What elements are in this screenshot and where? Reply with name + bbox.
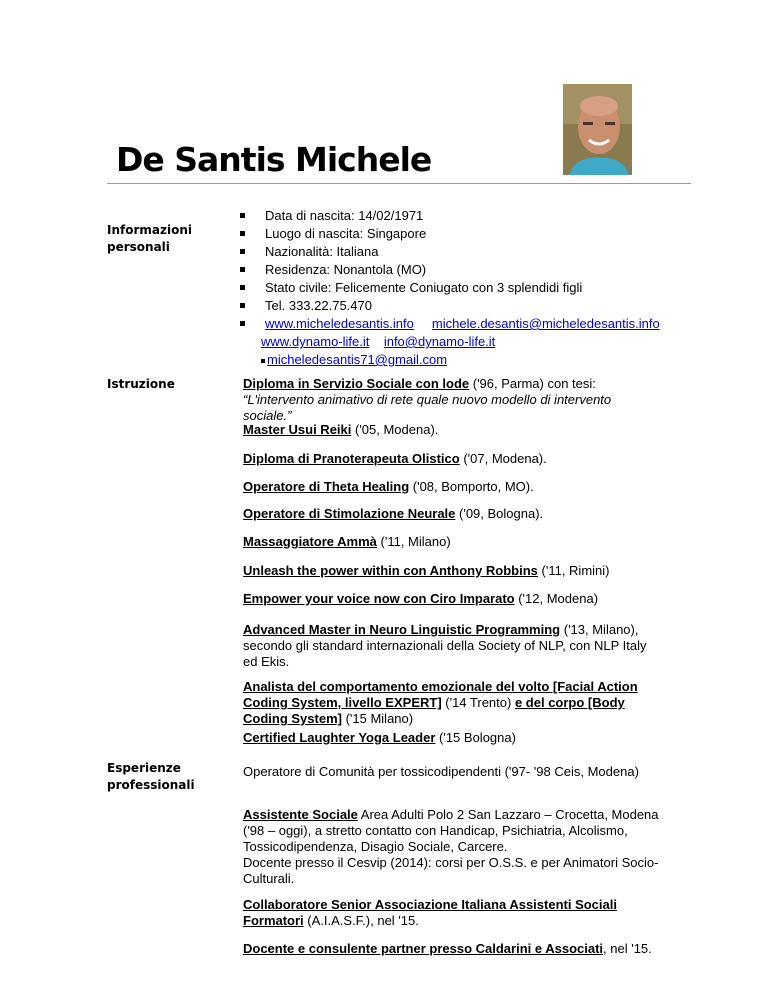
bullet-icon	[240, 267, 245, 272]
bullet-icon	[261, 359, 265, 363]
education-item: Advanced Master in Neuro Linguistic Programming ('13, Milano), secondo gli standard internazionali della Society of NLP, con NLP Italy ed Ekis.	[243, 622, 647, 669]
website2-link[interactable]: www.dynamo-life.it	[261, 334, 370, 349]
bullet-icon	[240, 285, 245, 290]
experience-item: Assistente Sociale Area Adulti Polo 2 San Lazzaro – Crocetta, Modena ('98 – oggi), a stretto contatto con Handicap, Psichiatria, Alcolismo, Tossicodipendenza, Disagio Sociale, Carcere. Docente presso il Cesvip (2014): corsi per O.S.S. e per Animatori Socio-Culturali.	[243, 807, 659, 886]
section-title-personal: Informazioni personali	[107, 223, 192, 254]
education-item: Operatore di Theta Healing ('08, Bomporto, MO).	[243, 479, 534, 494]
education-item: Empower your voice now con Ciro Imparato ('12, Modena)	[243, 591, 599, 606]
bullet-icon	[240, 213, 245, 218]
bullet-icon	[240, 249, 245, 254]
gmail-link[interactable]: micheledesantis71@gmail.com	[267, 352, 448, 367]
education-item: Certified Laughter Yoga Leader ('15 Bologna)	[243, 730, 516, 745]
education-item: Operatore di Stimolazione Neurale ('09, Bologna).	[243, 506, 544, 521]
bullet-icon	[240, 303, 245, 308]
experience-item: Docente e consulente partner presso Caldarini e Associati, nel '15.	[243, 941, 652, 956]
email-link[interactable]: michele.desantis@micheledesantis.info	[431, 316, 660, 331]
education-item: Analista del comportamento emozionale del volto [Facial Action Coding System, livello EXPERT] ('14 Trento) e del corpo [Body Coding System] ('15 Milano)	[243, 679, 638, 726]
photo	[563, 84, 632, 175]
section-title-experience: Esperienze professionali	[107, 761, 195, 792]
section-title-education: Istruzione	[107, 377, 175, 391]
website-link[interactable]: www.micheledesantis.info	[265, 316, 414, 331]
education-item: Master Usui Reiki ('05, Modena).	[243, 422, 439, 437]
cv-name: De Santis Michele	[116, 140, 432, 179]
education-item: Diploma in Servizio Sociale con lode ('96, Parma) con tesi: “L'intervento animativo di rete quale nuovo modello di intervento sociale.”	[243, 376, 612, 423]
education-item: Unleash the power within con Anthony Robbins ('11, Rimini)	[243, 563, 610, 578]
profile-photo-icon	[563, 84, 632, 175]
bullet-icon	[240, 231, 245, 236]
bullet-icon	[240, 321, 245, 326]
experience-item: Collaboratore Senior Associazione Italiana Assistenti Sociali Formatori (A.I.A.S.F.), nel '15.	[243, 897, 617, 928]
education-item: Massaggiatore Ammà ('11, Milano)	[243, 534, 451, 549]
experience-item: Operatore di Comunità per tossicodipendenti ('97- '98 Ceis, Modena)	[243, 764, 639, 779]
header-divider	[107, 183, 691, 184]
email2-link[interactable]: info@dynamo-life.it	[383, 334, 496, 349]
education-item: Diploma di Pranoterapeuta Olistico ('07, Modena).	[243, 451, 547, 466]
